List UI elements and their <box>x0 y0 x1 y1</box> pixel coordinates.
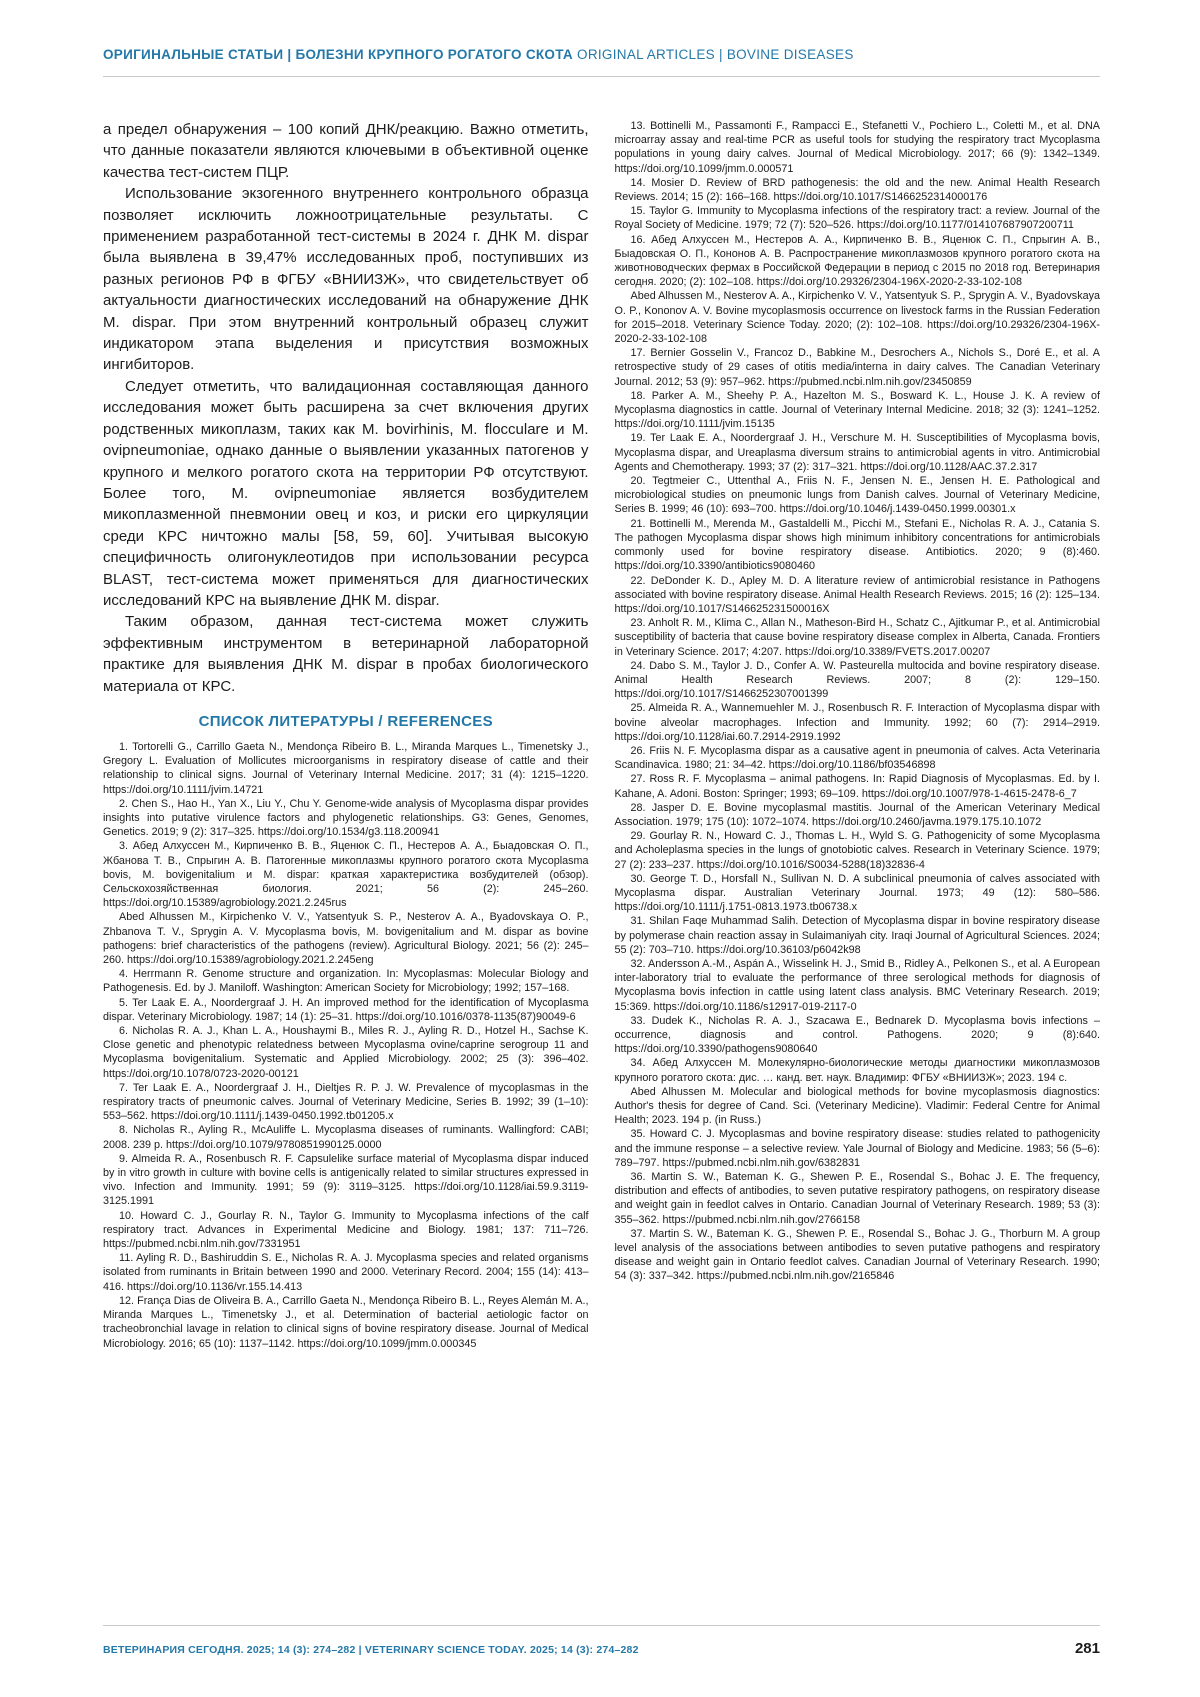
reference-item-translation: Abed Alhussen M., Nesterov A. A., Kirpichenko V. V., Yatsentyuk S. P., Sprygin A. V., Byadovskaya O. P., Kononov A. V. Bovine mycoplasmosis occurrence on livestock farms in the Russian Federation for 2015–2018. Veterinary Science Today. 2020; (2): 102–108. https://doi.org/10.29326/2304-196X-2020-2-33-102-108 <box>614 290 1100 346</box>
reference-item: 34. Абед Алхуссен М. Молекулярно-биологические методы диагностики микоплазмозов крупного рогатого скота: дис. … канд. вет. наук. Владимир: ФГБУ «ВНИИЗЖ»; 2023. 194 с. <box>614 1057 1100 1084</box>
reference-item: 28. Jasper D. E. Bovine mycoplasmal mastitis. Journal of the American Veterinary Medical Association. 1979; 175 (10): 1072–1074. https://doi.org/10.2460/javma.1979.175.10.1072 <box>614 801 1100 828</box>
reference-item: 6. Nicholas R. A. J., Khan L. A., Houshaymi B., Miles R. J., Ayling R. D., Hotzel H., Sachse K. Close genetic and phenotypic relatedness between Mycoplasma ovine/caprine serogroup 11 and Mycoplasma bovigenitalium. Systematic and Applied Microbiology. 2002; 25 (3): 396–402. https://doi.org/10.1078/0723-2020-00121 <box>103 1025 589 1080</box>
reference-item: 29. Gourlay R. N., Howard C. J., Thomas L. H., Wyld S. G. Pathogenicity of some Mycoplasma and Acholeplasma species in the lungs of gnotobiotic calves. Research in Veterinary Science. 1979; 27 (2): 233–237. https://doi.org/10.1016/S0034-5288(18)32836-4 <box>614 830 1100 871</box>
running-head-ru: ОРИГИНАЛЬНЫЕ СТАТЬИ | БОЛЕЗНИ КРУПНОГО РОГАТОГО СКОТА <box>103 47 573 62</box>
reference-item: 8. Nicholas R., Ayling R., McAuliffe L. Mycoplasma diseases of ruminants. Wallingford: CABI; 2008. 239 p. https://doi.org/10.1079/9780851990125.0000 <box>103 1124 589 1151</box>
reference-item: 11. Ayling R. D., Bashiruddin S. E., Nicholas R. A. J. Mycoplasma species and related organisms isolated from ruminants in Britain between 1990 and 2000. Veterinary Record. 2004; 155 (14): 413–416. https://doi.org/10.1136/vr.155.14.413 <box>103 1252 589 1293</box>
reference-item: 21. Bottinelli M., Merenda M., Gastaldelli M., Picchi M., Stefani E., Nicholas R. A. J., Catania S. The pathogen Mycoplasma dispar shows high minimum inhibitory concentrations for antimicrobials commonly used for bovine respiratory disease. Antibiotics. 2020; 9 (8):460. https://doi.org/10.3390/antibiotics9080460 <box>614 517 1100 573</box>
reference-item: 1. Tortorelli G., Carrillo Gaeta N., Mendonça Ribeiro B. L., Miranda Marques L., Timenetsky J., Gregory L. Evaluation of Mollicutes microorganisms in respiratory disease of cattle and their relationship to clinical signs. Journal of Veterinary Internal Medicine. 2017; 31 (4): 1215–1220. https://doi.org/10.1111/jvim.14721 <box>103 740 589 796</box>
article-paragraph: а предел обнаружения – 100 копий ДНК/реакцию. Важно отметить, что данные показатели являются ключевыми в объективной оценке качества тест-систем ПЦР. <box>103 121 589 181</box>
right-column <box>615 119 1101 1351</box>
left-column <box>103 119 589 1351</box>
two-column-layout <box>103 119 1100 1351</box>
reference-item: 35. Howard C. J. Mycoplasmas and bovine respiratory disease: studies related to pathogenicity and the immune response – a selective review. Yale Journal of Biology and Medicine. 1983; 56 (5–6): 789–797. https://pubmed.ncbi.nlm.nih.gov/6382831 <box>614 1128 1100 1169</box>
article-paragraph: Таким образом, данная тест-система может служить эффективным инструментом в ветеринарной лабораторной практике для выявления ДНК M. dispar в пробах биологического материала от КРС. <box>103 613 589 695</box>
reference-item: 5. Ter Laak E. A., Noordergraaf J. H. An improved method for the identification of Mycoplasma dispar. Veterinary Microbiology. 1987; 14 (1): 25–31. https://doi.org/10.1016/0378-1135(87)90049-6 <box>103 996 589 1023</box>
reference-item: 15. Taylor G. Immunity to Mycoplasma infections of the respiratory tract: a review. Journal of the Royal Society of Medicine. 1979; 72 (7): 520–526. https://doi.org/10.1177/014107687907200711 <box>614 205 1100 232</box>
reference-item: 7. Ter Laak E. A., Noordergraaf J. H., Dieltjes R. P. J. W. Prevalence of mycoplasmas in the respiratory tracts of pneumonic calves. Journal of Veterinary Medicine, Series B. 1992; 39 (1–10): 553–562. https://doi.org/10.1111/j.1439-0450.1992.tb01205.x <box>103 1081 589 1123</box>
reference-item: 20. Tegtmeier C., Uttenthal A., Friis N. F., Jensen N. E., Jensen H. E. Pathological and microbiological studies on pneumonic lungs from Danish calves. Journal of Veterinary Medicine, Series B. 1999; 46 (10): 693–700. https://doi.org/10.1046/j.1439-0450.1999.00301.x <box>614 475 1100 516</box>
reference-item: 25. Almeida R. A., Wannemuehler M. J., Rosenbusch R. F. Interaction of Mycoplasma dispar with bovine alveolar macrophages. Infection and Immunity. 1992; 60 (7): 2914–2919. https://doi.org/10.1128/iai.60.7.2914-2919.1992 <box>614 702 1100 743</box>
reference-item: 22. DeDonder K. D., Apley M. D. A literature review of antimicrobial resistance in Pathogens associated with bovine respiratory disease. Animal Health Research Reviews. 2015; 16 (2): 125–134. https://doi.org/10.1017/S146625231500016X <box>614 574 1100 615</box>
reference-item: 27. Ross R. F. Mycoplasma – animal pathogens. In: Rapid Diagnosis of Mycoplasmas. Ed. by I. Kahane, A. Adoni. Boston: Springer; 1993; 69–109. https://doi.org/10.1007/978-1-4615-2478-6_7 <box>614 773 1100 800</box>
reference-item: 10. Howard C. J., Gourlay R. N., Taylor G. Immunity to Mycoplasma infections of the calf respiratory tract. Advances in Experimental Medicine and Biology. 1981; 137: 711–726. https://pubmed.ncbi.nlm.nih.gov/7331951 <box>103 1209 589 1251</box>
reference-item: 36. Martin S. W., Bateman K. G., Shewen P. E., Rosendal S., Bohac J. E. The frequency, distribution and effects of antibodies, to seven putative respiratory pathogens, on respiratory disease and weight gain in feedlot calves in Ontario. Canadian Journal of Veterinary Research. 1989; 53 (3): 355–362. https://pubmed.ncbi.nlm.nih.gov/2766158 <box>614 1171 1100 1226</box>
reference-item-translation: Abed Alhussen M., Kirpichenko V. V., Yatsentyuk S. P., Nesterov A. A., Byadovskaya O. P., Zhbanova T. V., Sprygin A. V. Mycoplasma bovis, M. bovigenitalium and M. dispar as bovine pathogens: brief characteristics of the pathogens (review). Agricultural Biology. 2021; 56 (2): 245–260. https://doi.org/10.15389/agrobiology.2021.2.245eng <box>103 911 589 967</box>
running-head <box>103 46 1100 64</box>
reference-item: 24. Dabo S. M., Taylor J. D., Confer A. W. Pasteurella multocida and bovine respiratory disease. Animal Health Research Reviews. 2007; 8 (2): 129–150. https://doi.org/10.1017/S1466252307001399 <box>614 659 1100 701</box>
reference-item: 26. Friis N. F. Mycoplasma dispar as a causative agent in pneumonia of calves. Acta Veterinaria Scandinavica. 1980; 21: 34–42. https://doi.org/10.1186/bf03546898 <box>614 744 1100 772</box>
article-paragraph: Следует отметить, что валидационная составляющая данного исследования может быть расширена за счет включения других родственных микоплазм, таких как M. bovirhinis, M. flocculare и M. ovipneumoniae, однако данные о выявлении указанных патогенов у крупного и мелкого рогатого скота на территории РФ отсутствуют. Более того, M. ovipneumoniae является возбудителем микоплазменной пневмонии овец и коз, и риски его циркуляции среди КРС ничтожно малы [58, 59, 60]. Учитывая высокую специфичность олигонуклеотидов при использовании ресурса BLAST, тест-система может применяться для диагностических исследований КРС на выявление ДНК M. dispar. <box>103 377 589 609</box>
reference-item: 19. Ter Laak E. A., Noordergraaf J. H., Verschure M. H. Susceptibilities of Mycoplasma bovis, Mycoplasma dispar, and Ureaplasma diversum strains to antimicrobial agents in vitro. Antimicrobial Agents and Chemotherapy. 1993; 37 (2): 317–321. https://doi.org/10.1128/AAC.37.2.317 <box>614 432 1100 473</box>
reference-item: 17. Bernier Gosselin V., Francoz D., Babkine M., Desrochers A., Nichols S., Doré E., et al. A retrospective study of 29 cases of otitis media/interna in dairy calves. The Canadian Veterinary Journal. 2012; 53 (9): 957–962. https://pubmed.ncbi.nlm.nih.gov/23450859 <box>614 347 1100 388</box>
reference-item: 4. Herrmann R. Genome structure and organization. In: Mycoplasmas: Molecular Biology and Pathogenesis. Ed. by J. Maniloff. Washington: American Society for Microbiology; 1992; 157–168. <box>103 968 589 995</box>
header-divider <box>103 76 1100 77</box>
reference-item: 9. Almeida R. A., Rosenbusch R. F. Capsulelike surface material of Mycoplasma dispar induced by in vitro growth in culture with bovine cells is antigenically related to similar structures expressed in vivo. Infection and Immunity. 1991; 59 (9): 3119–3125. https://doi.org/10.1128/iai.59.9.3119-3125.1991 <box>103 1152 589 1208</box>
page-number: 281 <box>1074 1640 1100 1657</box>
reference-item: 3. Абед Алхуссен М., Кирпиченко В. В., Яценюк С. П., Нестеров А. А., Быадовская О. П., Жбанова Т. В., Спрыгин А. В. Патогенные микоплазмы крупного рогатого скота Mycoplasma bovis, M. bovigenitalium и M. dispar: краткая характеристика возбудителей (обзор). Сельскохозяйственная биология. 2021; 56 (2): 245–260. https://doi.org/10.15389/agrobiology.2021.2.245rus <box>103 840 589 910</box>
page-footer <box>103 1625 1100 1657</box>
reference-item: 23. Anholt R. M., Klima C., Allan N., Matheson-Bird H., Schatz C., Ajitkumar P., et al. Antimicrobial susceptibility of bacteria that cause bovine respiratory disease complex in Alberta, Canada. Frontiers in Veterinary Science. 2017; 4:207. https://doi.org/10.3389/FVETS.2017.00207 <box>614 617 1100 658</box>
reference-item: 30. George T. D., Horsfall N., Sullivan N. D. A subclinical pneumonia of calves associated with Mycoplasma dispar. Australian Veterinary Journal. 1973; 49 (12): 580–586. https://doi.org/10.1111/j.1751-0813.1973.tb06738.x <box>614 872 1100 914</box>
reference-item: 18. Parker A. M., Sheehy P. A., Hazelton M. S., Bosward K. L., House J. K. A review of Mycoplasma diagnostics in cattle. Journal of Veterinary Internal Medicine. 2018; 32 (3): 1241–1252. https://doi.org/10.1111/jvim.15135 <box>614 389 1100 431</box>
reference-item: 12. França Dias de Oliveira B. A., Carrillo Gaeta N., Mendonça Ribeiro B. L., Reyes Alemán M. A., Miranda Marques L., Timenetsky J., et al. Determination of bacterial aetiologic factor on tracheobronchial lavage in relation to clinical signs of bovine respiratory disease. Journal of Medical Microbiology. 2016; 65 (10): 1137–1142. https://doi.org/10.1099/jmm.0.000345 <box>103 1294 589 1350</box>
running-head-en: ORIGINAL ARTICLES | BOVINE DISEASES <box>577 47 854 62</box>
reference-item: 13. Bottinelli M., Passamonti F., Rampacci E., Stefanetti V., Pochiero L., Coletti M., et al. DNA microarray assay and real-time PCR as useful tools for studying the respiratory tract Mycoplasma populations in young dairy calves. Journal of Medical Microbiology. 2017; 66 (9): 1342–1349. https://doi.org/10.1099/jmm.0.000571 <box>614 120 1100 175</box>
reference-item-translation: Abed Alhussen M. Molecular and biological methods for bovine mycoplasmosis diagnostics: Author's thesis for degree of Cand. Sci. (Veterinary Medicine). Vladimir: Federal Centre for Animal Health; 2023. 194 p. (in Russ.) <box>614 1085 1100 1127</box>
reference-item: 37. Martin S. W., Bateman K. G., Shewen P. E., Rosendal S., Bohac J. G., Thorburn M. A group level analysis of the associations between antibodies to seven putative pathogens and respiratory disease and weight gain in Ontario feedlot calves. Canadian Journal of Veterinary Research. 1990; 54 (3): 337–342. https://pubmed.ncbi.nlm.nih.gov/2165846 <box>614 1227 1100 1283</box>
reference-item: 33. Dudek K., Nicholas R. A. J., Szacawa E., Bednarek D. Mycoplasma bovis infections – occurrence, diagnosis and control. Pathogens. 2020; 9 (8):640. https://doi.org/10.3390/pathogens9080640 <box>614 1014 1100 1056</box>
references-heading: СПИСОК ЛИТЕРАТУРЫ / REFERENCES <box>198 712 493 730</box>
reference-item: 32. Andersson A.-M., Aspán A., Wisselink H. J., Smid B., Ridley A., Pelkonen S., et al. A European inter-laboratory trial to evaluate the performance of three serological methods for diagnosis of Mycoplasma bovis infection in cattle using latent class analysis. BMC Veterinary Research. 2019; 15:369. https://doi.org/10.1186/s12917-019-2117-0 <box>614 957 1100 1013</box>
reference-item: 31. Shilan Faqe Muhammad Salih. Detection of Mycoplasma dispar in bovine respiratory disease by polymerase chain reaction assay in Sulaimaniyah city. Iraqi Journal of Agricultural Sciences. 2024; 55 (2): 703–710. https://doi.org/10.36103/p6042k98 <box>614 915 1100 956</box>
reference-item: 14. Mosier D. Review of BRD pathogenesis: the old and the new. Animal Health Research Reviews. 2014; 15 (2): 166–168. https://doi.org/10.1017/S1466252314000176 <box>614 176 1100 204</box>
reference-item: 2. Chen S., Hao H., Yan X., Liu Y., Chu Y. Genome-wide analysis of Mycoplasma dispar provides insights into putative virulence factors and phylogenetic relationships. G3: Genes, Genomes, Genetics. 2019; 9 (2): 317–325. https://doi.org/10.1534/g3.118.200941 <box>103 797 589 839</box>
footer-journal-line: ВЕТЕРИНАРИЯ СЕГОДНЯ. 2025; 14 (3): 274–282 | VETERINARY SCIENCE TODAY. 2025; 14 (3): 274–282 <box>103 1644 639 1656</box>
reference-item: 16. Абед Алхуссен М., Нестеров А. А., Кирпиченко В. В., Яценюк С. П., Спрыгин А. В., Быадовская О. П., Кононов А. В. Распространение микоплазмозов крупного рогатого скота на животноводческих фермах в Российской Федерации в период с 2015 по 2018 год. Ветеринария сегодня. 2020; (2): 102–108. https://doi.org/10.29326/2304-196X-2020-2-33-102-108 <box>614 233 1100 289</box>
article-paragraph: Использование экзогенного внутреннего контрольного образца позволяет исключить ложноотрицательные результаты. С применением разработанной тест-системы в 2024 г. ДНК M. dispar была выявлена в 39,47% исследованных проб, поступивших из разных регионов РФ в ФГБУ «ВНИИЗЖ», что свидетельствует об актуальности диагностических исследований на обнаружение ДНК M. dispar. При этом внутренний контрольный образец служит индикатором этапа выделения и присутствия возможных ингибиторов. <box>103 185 589 374</box>
